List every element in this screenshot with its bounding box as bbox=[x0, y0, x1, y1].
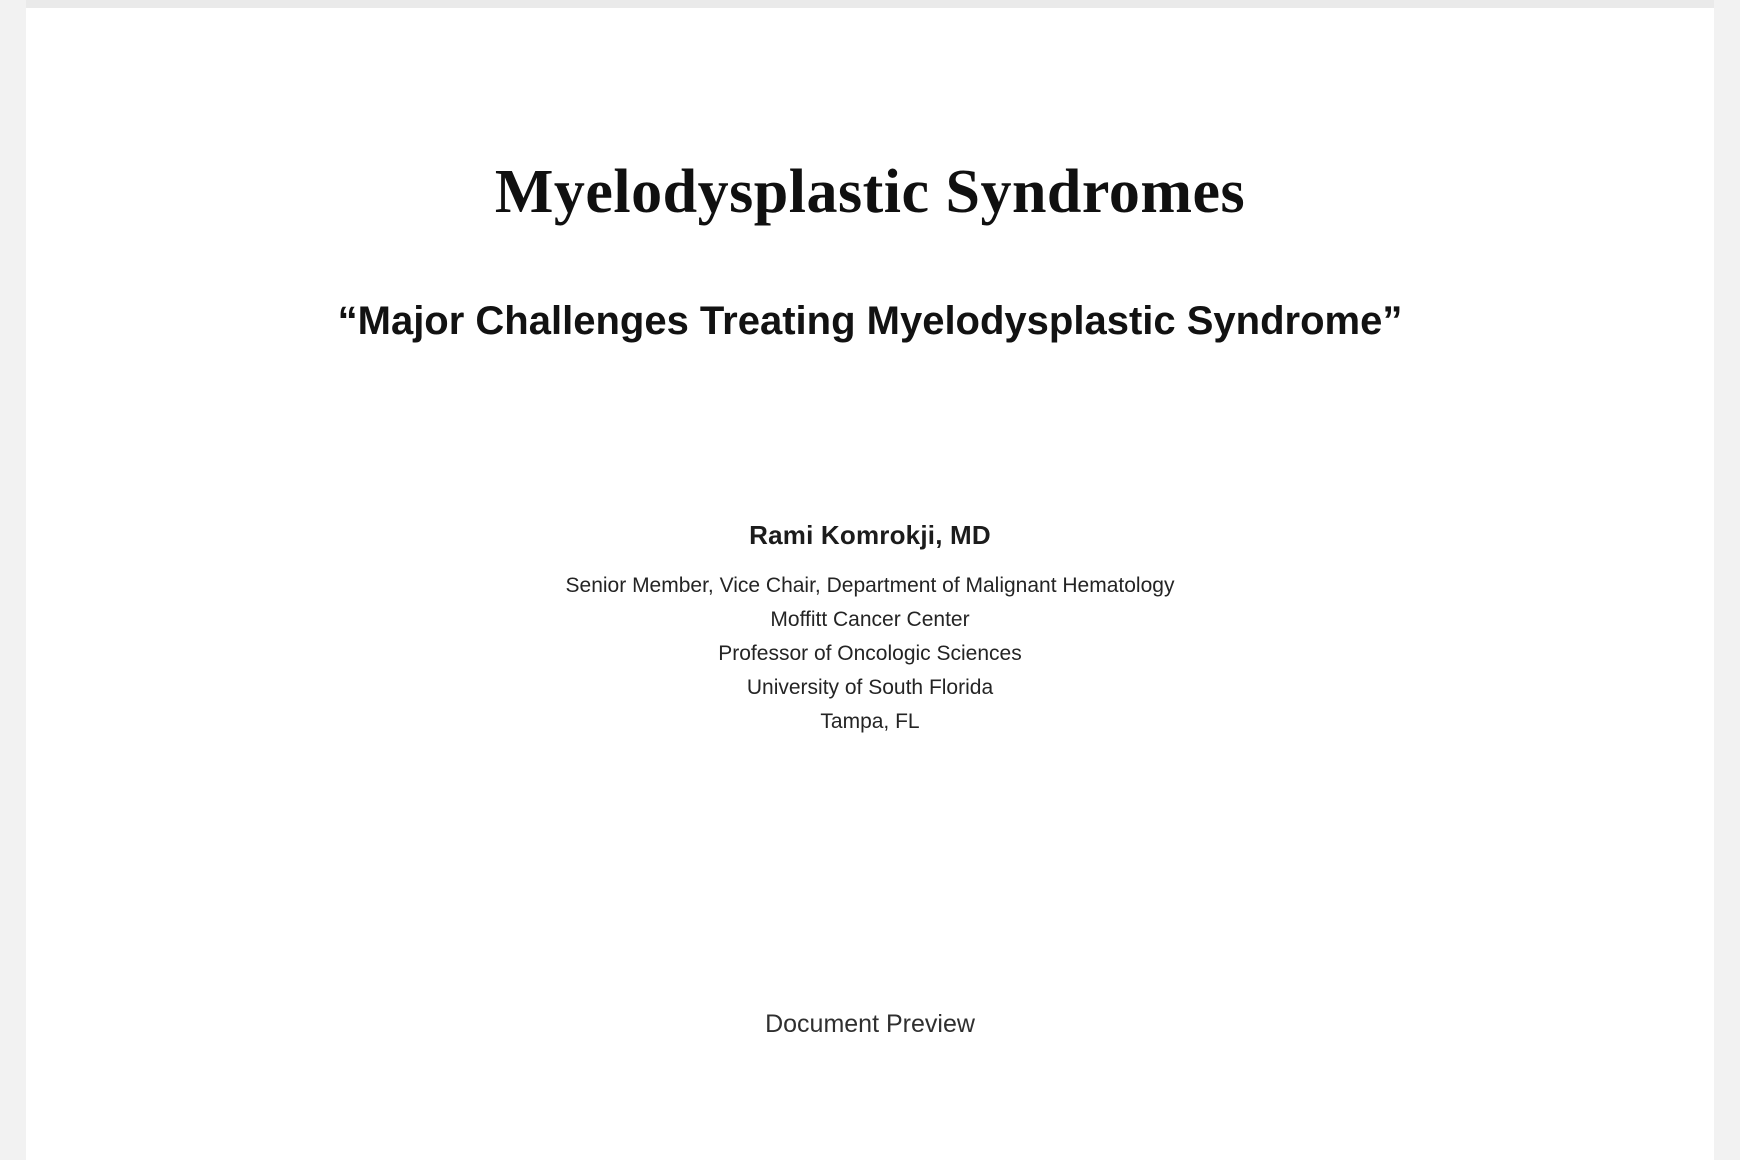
presenter-block bbox=[26, 520, 1714, 739]
page-title: Myelodysplastic Syndromes bbox=[494, 158, 1246, 226]
document-preview-caption: Document Preview bbox=[765, 1010, 975, 1038]
viewer-left-edge bbox=[0, 0, 26, 1160]
presenter-affiliation: Tampa, FL bbox=[820, 710, 920, 734]
presenter-affiliation: Moffitt Cancer Center bbox=[770, 608, 970, 632]
presenter-affiliation: Senior Member, Vice Chair, Department of Malignant Hematology bbox=[565, 574, 1175, 597]
slide-content bbox=[26, 8, 1714, 983]
viewer-top-edge bbox=[0, 0, 1740, 8]
slide-subtitle: “Major Challenges Treating Myelodysplastic Syndrome” bbox=[337, 299, 1403, 343]
presenter-name: Rami Komrokji, MD bbox=[749, 520, 991, 550]
presenter-affiliation: University of South Florida bbox=[746, 676, 994, 700]
viewer-right-edge bbox=[1714, 0, 1740, 1160]
presenter-affiliation: Professor of Oncologic Sciences bbox=[718, 642, 1022, 666]
slide-page[interactable] bbox=[26, 8, 1714, 983]
